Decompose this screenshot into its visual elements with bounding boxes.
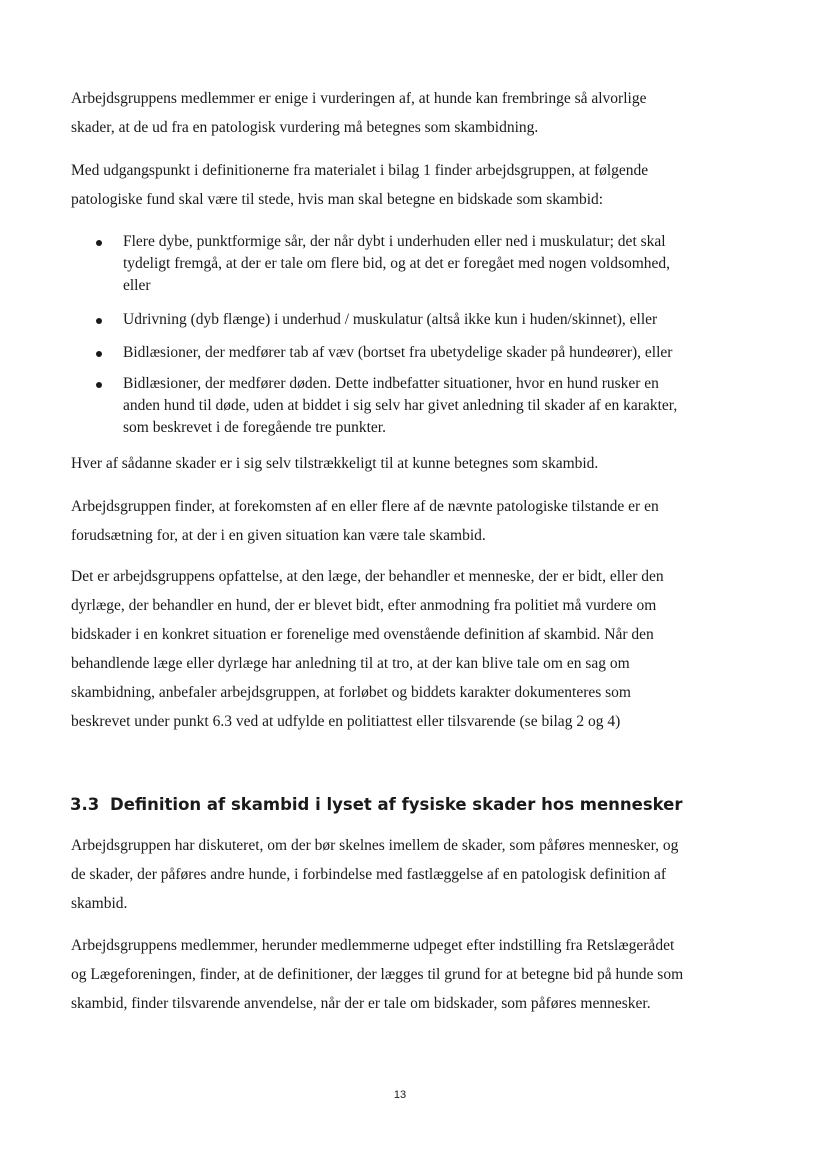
page-number: 13 bbox=[393, 1089, 407, 1101]
text-line: Bidlæsioner, der medfører døden. Dette indbefatter situationer, hvor en hund rusker en bbox=[123, 375, 659, 392]
bullet-icon bbox=[96, 351, 102, 357]
paragraph-conclusion bbox=[71, 931, 683, 1018]
section-heading bbox=[70, 793, 683, 817]
text-line: tydeligt fremgå, at der er tale om flere bid, og at det er foregået med nogen voldsomhed, bbox=[123, 255, 671, 272]
text-line: bidskader i en konkret situation er forenelige med ovenstående definition af skambid. Når den bbox=[71, 626, 654, 643]
bullet-icon bbox=[96, 318, 102, 324]
text-line: skader, at de ud fra en patologisk vurdering må betegnes som skambidning. bbox=[71, 119, 539, 136]
section-title: Definition af skambid i lyset af fysiske skader hos mennesker bbox=[110, 795, 683, 814]
text-line: Hver af sådanne skader er i sig selv tilstrækkeligt til at kunne betegnes som skambid. bbox=[71, 455, 599, 472]
paragraph-discussion bbox=[71, 831, 678, 918]
paragraph-intro bbox=[71, 84, 646, 142]
section-number: 3.3 bbox=[70, 795, 100, 814]
text-line: Arbejdsgruppens medlemmer, herunder medlemmerne udpeget efter indstilling fra Retslægerådet bbox=[71, 937, 675, 954]
text-line: forudsætning for, at der i en given situation kan være tale skambid. bbox=[71, 527, 486, 544]
text-line: Udrivning (dyb flænge) i underhud / muskulatur (altså ikke kun i huden/skinnet), eller bbox=[123, 311, 658, 328]
text-line: eller bbox=[123, 277, 151, 294]
bullet-icon bbox=[96, 382, 102, 388]
text-line: patologiske fund skal være til stede, hvis man skal betegne en bidskade som skambid: bbox=[71, 191, 604, 208]
text-line: skambid. bbox=[71, 895, 128, 912]
text-line: Det er arbejdsgruppens opfattelse, at den læge, der behandler et menneske, der er bidt, eller den bbox=[71, 568, 664, 585]
paragraph-prerequisite bbox=[71, 492, 659, 550]
text-line: anden hund til døde, uden at biddet i sig selv har givet anledning til skader af en karakter, bbox=[123, 397, 678, 414]
text-line: dyrlæge, der behandler en hund, der er blevet bidt, efter anmodning fra politiet må vurdere om bbox=[71, 597, 657, 614]
text-line: Med udgangspunkt i definitionerne fra materialet i bilag 1 finder arbejdsgruppen, at følgende bbox=[71, 162, 649, 179]
text-line: Arbejdsgruppen har diskuteret, om der bør skelnes imellem de skader, som påføres mennesker, og bbox=[71, 837, 679, 854]
text-line: Arbejdsgruppen finder, at forekomsten af en eller flere af de nævnte patologiske tilstande er en bbox=[71, 498, 659, 515]
text-line: beskrevet under punkt 6.3 ved at udfylde en politiattest eller tilsvarende (se bilag 2 og 4) bbox=[71, 713, 621, 730]
paragraph-sufficiency bbox=[71, 449, 598, 478]
text-line: og Lægeforeningen, finder, at de definitioner, der lægges til grund for at betegne bid på hunde som bbox=[71, 966, 684, 983]
text-line: behandlende læge eller dyrlæge har anledning til at tro, at der kan blive tale om en sag om bbox=[71, 655, 630, 672]
paragraph-definition-lead bbox=[71, 156, 648, 214]
text-line: Flere dybe, punktformige sår, der når dybt i underhuden eller ned i muskulatur; det skal bbox=[123, 233, 666, 250]
text-line: som beskrevet i de foregående tre punkter. bbox=[123, 419, 386, 436]
text-line: de skader, der påføres andre hunde, i forbindelse med fastlæggelse af en patologisk definition af bbox=[71, 866, 667, 883]
paragraph-assessment bbox=[71, 562, 664, 736]
text-line: skambidning, anbefaler arbejdsgruppen, at forløbet og biddets karakter dokumenteres som bbox=[71, 684, 631, 701]
text-line: Arbejdsgruppens medlemmer er enige i vurderingen af, at hunde kan frembringe så alvorlige bbox=[71, 90, 647, 107]
bullet-icon bbox=[96, 240, 102, 246]
text-line: Bidlæsioner, der medfører tab af væv (bortset fra ubetydelige skader på hundeører), eller bbox=[123, 344, 673, 361]
text-line: skambid, finder tilsvarende anvendelse, når der er tale om bidskader, som påføres mennesker. bbox=[71, 995, 651, 1012]
